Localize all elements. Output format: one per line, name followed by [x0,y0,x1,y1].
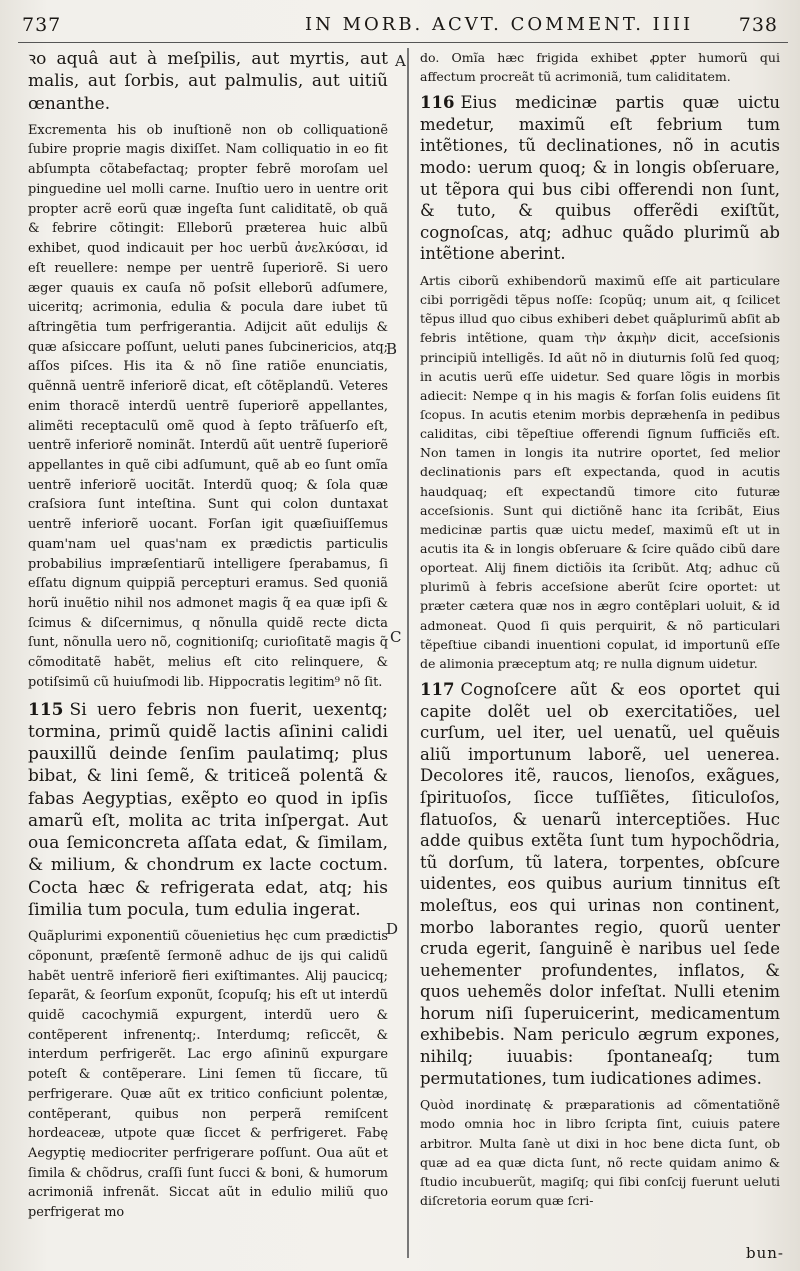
paragraph [28,699,388,922]
right-column [420,48,780,1216]
catchword: bun- [746,1244,784,1262]
paragraph-text: do. Omĩa hæc frigida exhibet ꝓpter humorũ qui affectum procreãt tũ acrimoniã, tum caliditatem. [420,50,780,85]
paragraph [420,48,780,86]
section-number: 115 [28,699,64,720]
paragraph-text: Quãplurimi exponentiũ cõuenietius hęc cum prædictis cõponunt, præſentẽ ſermonẽ adhuc de ijs qui calidũ habẽt uentrẽ inferiorẽ fieri exiſtimantes. Alij paucicq; ſeparãt, & ſeorſum exponũt, ſcopuſq; his eſt ut interdũ quidẽ cacochymiã expurgent, interdũ uero & contẽperent infrenentq;. Interdumq; reſiccẽt, & interdum perfrigerẽt. Lac ergo aſininũ expurgare poteſt & contẽperare. Lini ſemen tũ ſiccare, tũ perfrigerare. Quæ aũt ex tritico conficiunt polentæ, contẽperant, quibus non perperã remiſcent hordeaceæ, utpote quæ ſiccet & perfrigeret. Fabę Aegyptię mediocriter perfrigerare poſſunt. Oua aũt et ſimila & chõdrus, craſſi ſunt ſucci & boni, & humorum acrimoniã infrenãt. Siccat aũt in edulio miliũ quo perfrigerat mo [28,929,388,1221]
paragraph [28,121,388,693]
margin-letter-d: D [386,920,399,938]
paragraph [420,679,780,1089]
paragraph-text: Quòd inordinatę & præparationis ad cõmentatiõnẽ modo omnia hoc in libro ſcripta ſint, cuiuis patere arbitror. Multa ſanè ut dixi in hoc bene dicta ſunt, ob quæ ad ea quæ dicta ſunt, nõ recte quidam animo & ſtudio incubuerũt, magiſq; qui ſibi conſcij fuerunt ueluti diſcretoria eorum quæ ſcri- [420,1097,780,1208]
left-column [28,48,388,1229]
running-title: IN MORB. ACVT. COMMENT. IIII [305,14,694,35]
paragraph-text: Eius medicinæ partis quæ uictu medetur, maximũ eſt febrium tum intẽtiones, tũ declinationes, nõ in acutis modo: uerum quoq; & in longis obſeruare, ut tẽpora qui bus cibi offerendi non ſunt, & tuto, & quibus offerẽdi exiſtũt, cognoſcas, atq; adhuc quãdo plurimũ ab intẽtione aberint. [420,93,780,264]
header-rule [18,42,788,43]
paragraph [28,927,388,1223]
right-page-number: 738 [738,14,778,36]
column-divider [407,48,409,1258]
paragraph-text: Si uero febris non fuerit, uexentq; tormina, primũ quidẽ lactis aſinini calidi pauxillũ deinde ſenſim paulatimq; plus bibat, & lini ſemẽ, & triticeã polentã & fabas Aegyptias, exẽpto eo quod in ipſis amarũ eſt, molita ac trita inſpergat. Aut oua ſemiconcreta aſſata edat, & ſimilam, & milium, & chondrum ex lacte coctum. Cocta hæc & refrigerata edat, atq; his ſimilia tum pocula, tum edulia ingerat. [28,699,388,920]
margin-letter-b: B [386,340,398,358]
margin-letter-a: A [395,52,406,70]
paragraph [420,92,780,265]
paragraph-text: Excrementa his ob inuſtionẽ non ob colliquationẽ ſubire proprie magis dixiſſet. Nam colliquatio in eo fit abſumpta cõtabefactaq; propter febrẽ moroſam uel pinguedine uel molli carne. Inuſtio uero in uentre orit propter acrẽ eorũ quæ ingeſta ſunt caliditatẽ, ob quã & febrire cõtingit: Elleborũ præterea huic albũ exhibet, quod indicauit per hoc uerbũ ἀνελκύσαι, id eſt reuellere: nempe per uentrẽ ſuperiorẽ. Si uero æger quauis ex cauſa nõ poſsit elleborũ adſumere, uiceritq; acrimonia, edulia & pocula dare iubet tũ aſtringẽtia tum perfrigerantia. Adijcit aũt edulijs & quæ aſsiccare poſſunt, ueluti panes ſubcinericios, atq; aſſos piſces. His ita & nõ ſine ratiõe enunciatis, quẽnnã uentrẽ inferiorẽ dicat, eſt cõtẽplandũ. Veteres enim thoracẽ interdũ uentrẽ ſuperiorẽ appellantes, alimẽti receptaculũ omẽ quod à ſepto trãſuerſo eſt, uentrẽ inferiorẽ nominãt. Interdũ aũt uentrẽ ſuperiorẽ appellantes in quẽ cibi adſumunt, quẽ ab eo ſunt omĩa uentrẽ inferiorẽ uocitãt. Interdũ quoq; & ſola quæ craſsiora ſunt inteſtina. Sunt qui colon duntaxat uentrẽ inferiorẽ uocant. Forſan igit quæſiuiſſemus quam'nam uel quas'nam ex prædictis particulis probabilius impræſentiarũ intelligere ſperabamus, ſi eſſatu dignum quippiã percepturi eramus. Sed quoniã horũ inuẽtio nihil nos admonet magis q̃ ea quæ ipſi & ſcimus & diſcernimus, q nõnulla quidẽ recte dicta ſunt, nõnulla uero nõ, cognitioniſq; curioſitatẽ magis q̃ cõmoditatẽ habẽt, melius eſt cito relinquere, & potiſsimũ cũ huiuſmodi lib. Hippocratis legitim⁹ nõ ſit. [28,122,388,690]
paragraph-text: ꝛo aquâ aut à meſpilis, aut myrtis, aut malis, aut ſorbis, aut palmulis, aut uitiũ œnanthe. [28,49,388,114]
paragraph [420,271,780,673]
paragraph [28,48,388,115]
margin-letter-c: C [390,628,402,646]
section-number: 116 [420,92,455,113]
paragraph-text: Artis ciborũ exhibendorũ maximũ eſſe ait particulare cibi porrigẽdi tẽpus noſſe: ſcopũq; unum ait, q ſcilicet tẽpus illud quo cibus exhiberi debet quãplurimũ abſit ab febris intẽtione, quam τὴν ἀκμὴν dicit, acceſsionis principiũ intelligẽs. Id aũt nõ in diuturnis ſolũ ſed quoq; in acutis uerũ eſſe uidetur. Sed quare lõgis in morbis adiecit: Nempe q in his magis & forſan ſolis euidens ſit ſcopus. In acutis etenim morbis depræhenſa in pedibus caliditas, cibi tẽpeſtiue offerendi ſignum ſufficiẽs eſt. Non tamen in longis ita nutrire oportet, ſed melior declinationis pars eſt expectanda, quod in acutis haudquaq; eſt expectandũ timore cito futuræ acceſsionis. Sunt qui dictiõnẽ hanc ita ſcribãt, Eius medicinæ partis quæ uictu medeſ, maximũ eſt ut in acutis ita & in longis obſeruare & ſcire quãdo cibũ dare oporteat. Alij finem dictiõis ita ſcribũt. Atq; adhuc cũ plurimũ à febris acceſsione aberũt ſcire oportet: ut præter cætera quæ nos in ægro contẽplari uoluit, & id admoneat. Quod ſi quis perquirit, & nõ particulari tẽpeſtiue cibandi inuentioni copulat, id importunũ eſſe de alimonia præceptum atq; re nulla dignum uidetur. [420,273,780,671]
left-page-number: 737 [22,14,62,36]
paragraph [420,1095,780,1210]
paragraph-text: Cognoſcere aũt & eos oportet qui capite dolẽt uel ob exercitatiões, uel curſum, uel iter, uel uenatũ, uel quẽuis aliũ importunum laborẽ, uel uenerea. Decolores itẽ, raucos, lienoſos, exãgues, ſpirituoſos, ſicce tuſſiẽtes, ſiticuloſos, flatuoſos, & uenarũ interceptiões. Huc adde quibus extẽta ſunt tum hypochõdria, tũ dorſum, tũ latera, torpentes, obſcure uidentes, eos quibus aurium tinnitus eſt moleſtus, eos qui urinas non continent, morbo laborantes regio, quorũ uenter cruda egerit, ſanguinẽ è naribus uel ſede uehementer profundentes, inflatos, & quos uehemẽs dolor infeſtat. Nulli etenim horum niſi ſuperuicerint, medicamentum exhibebis. Nam periculo ægrum expones, nihilq; iuuabis: ſpontaneaſq; tum permutationes, tum iudicationes adimes. [420,679,780,1088]
section-number: 117 [420,678,455,699]
